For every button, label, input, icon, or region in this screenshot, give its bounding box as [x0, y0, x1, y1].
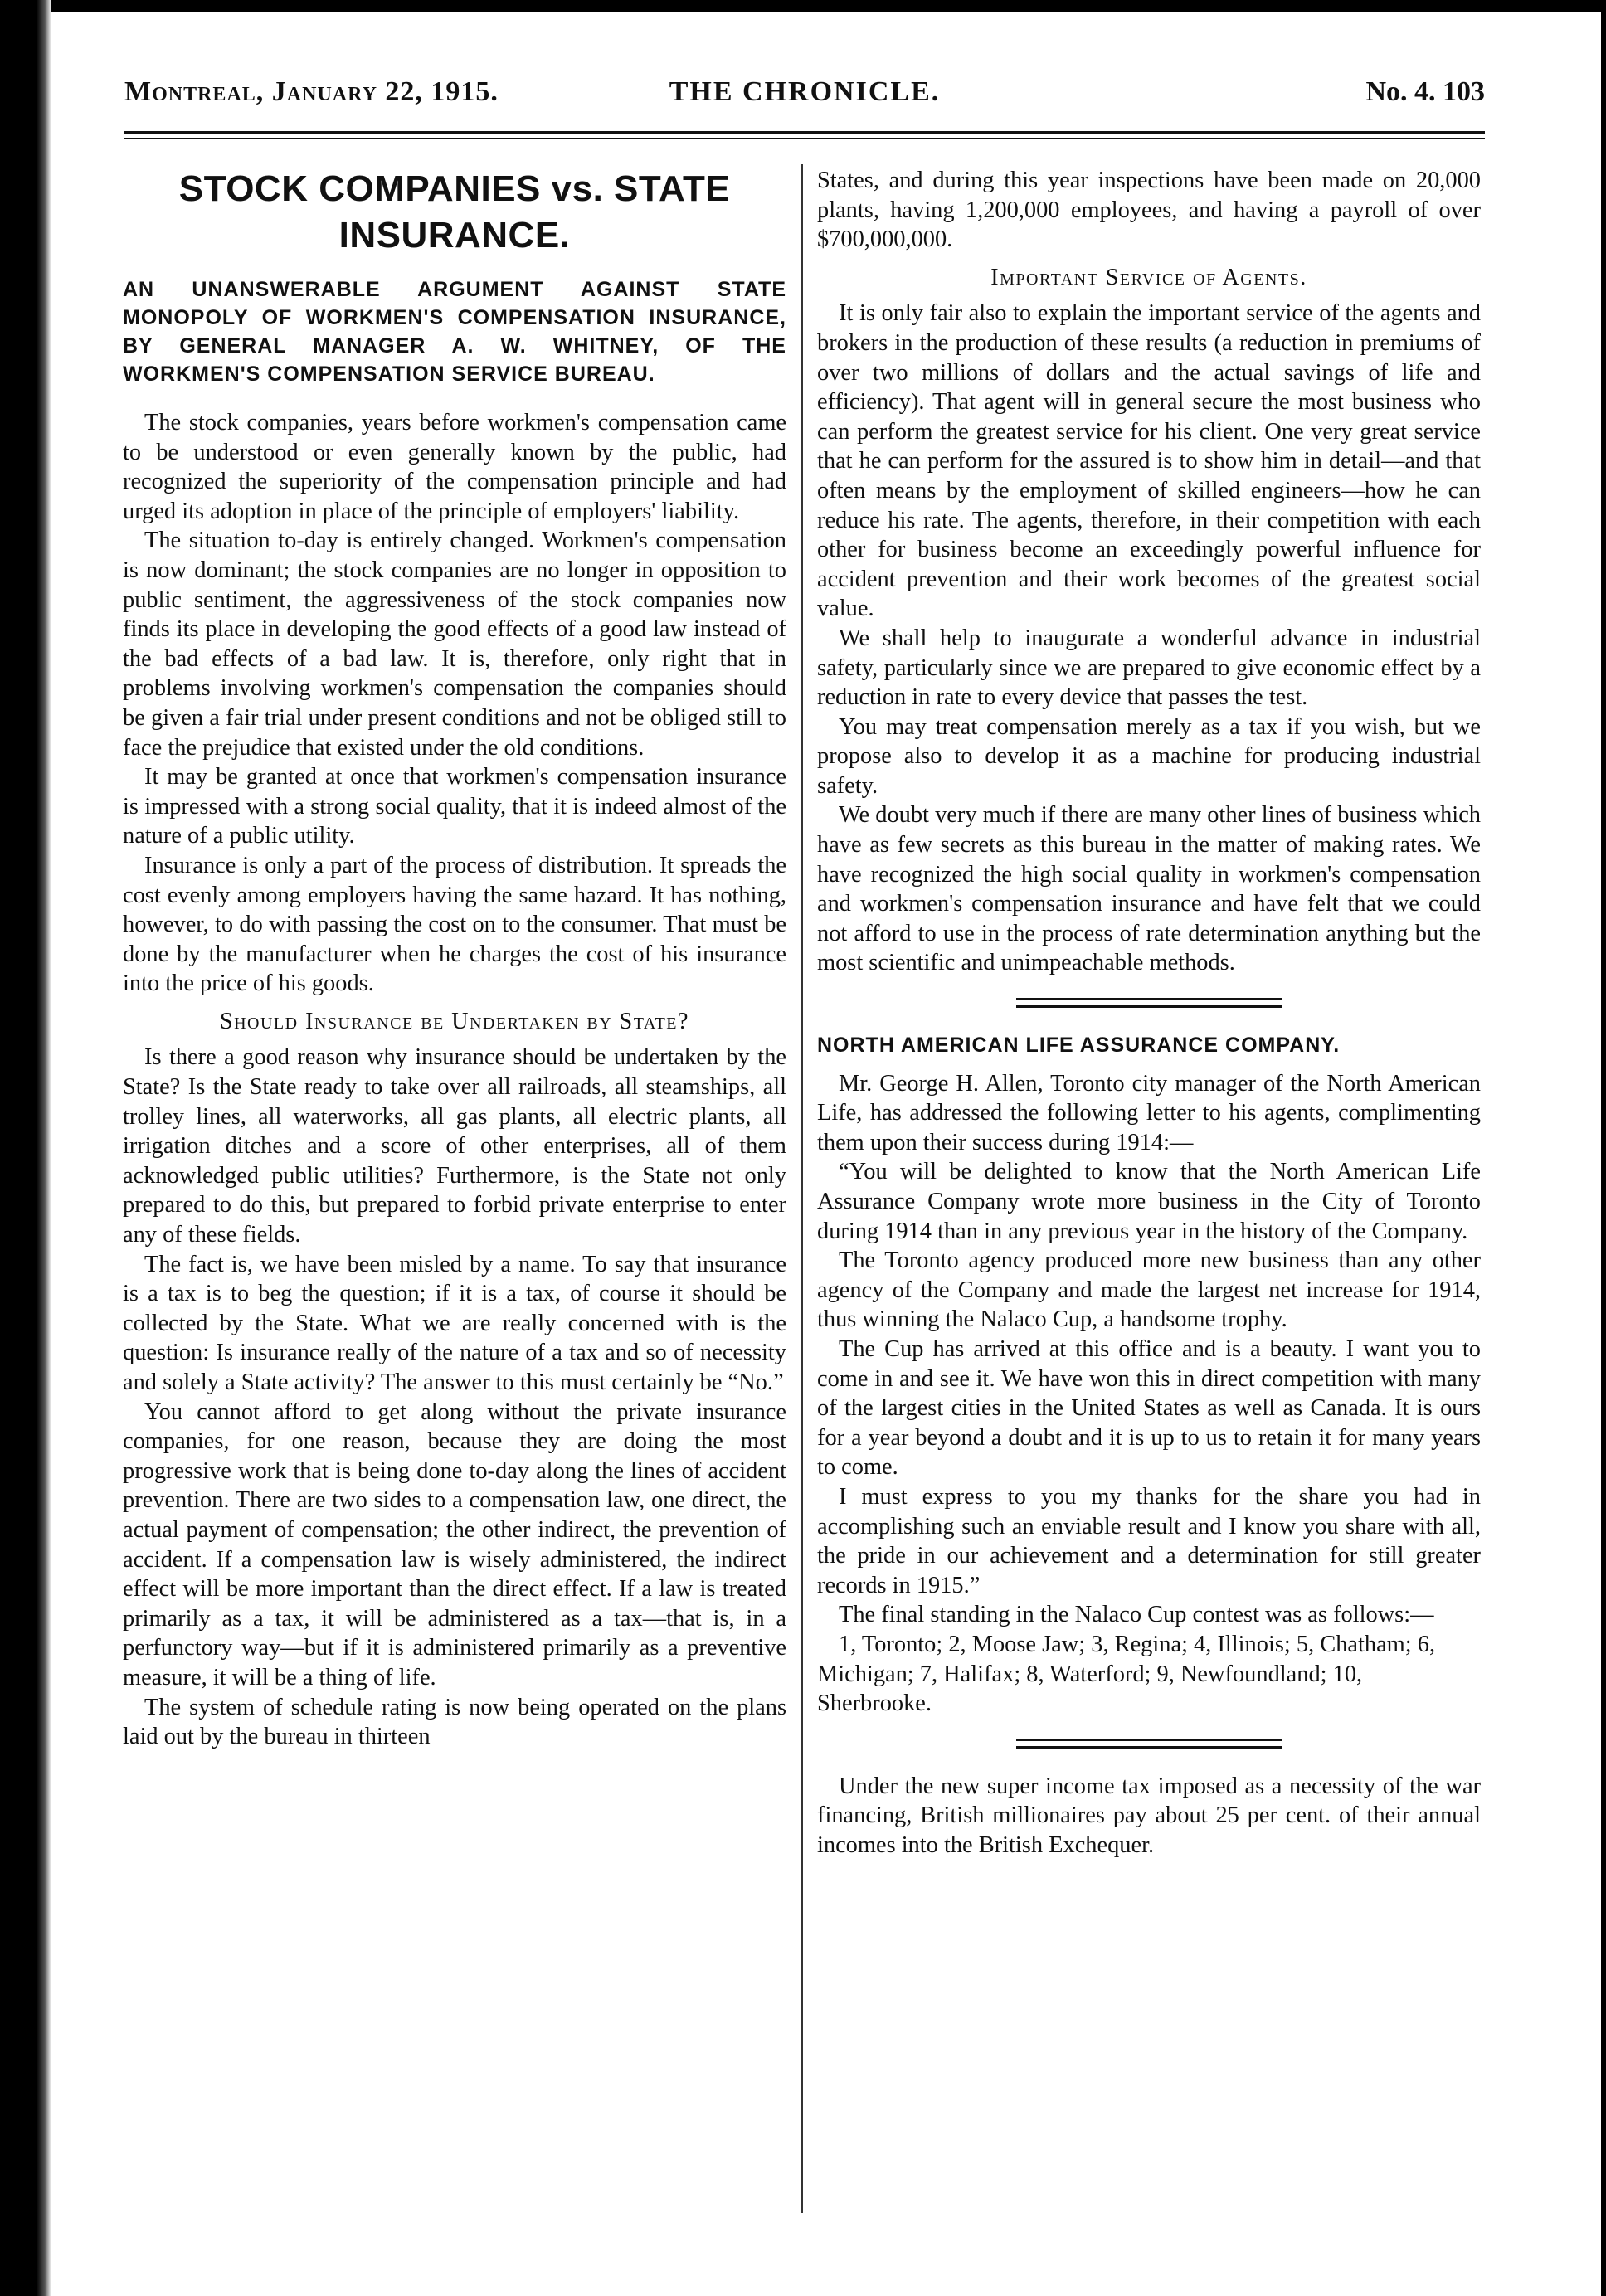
letter-paragraph: I must express to you my thanks for the share you had in accomplishing such an enviable result and I know you share with all, the pride in our achievement and a determination for still greater records in 1915.” [817, 1483, 1481, 1598]
issue-page-number: No. 4. 103 [1365, 76, 1485, 107]
section-divider [1016, 1739, 1282, 1749]
article-paragraph: Is there a good reason why insurance should be undertaken by the State? Is the State ready to take over all railroads, all steamships, all trolley lines, all waterworks, all gas plants, all electric plants, all irrigation ditches and a score of other enterprises, all of them acknowledged public utilities? Furthermore, is the State not only prepared to do this, but prepared to forbid private enterprise to enter any of these fields. [123, 1044, 786, 1248]
scan-right-edge [1601, 0, 1606, 2296]
scan-binding-shadow [0, 0, 51, 2296]
section-divider [1016, 998, 1282, 1008]
article-paragraph: The system of schedule rating is now being operated on the plans laid out by the bureau in thirteen [123, 1694, 786, 1750]
subheading-state: Should Insurance be Undertaken by State? [220, 1008, 689, 1034]
letter-paragraph: Mr. George H. Allen, Toronto city manager of the North American Life, has addressed the following letter to his agents, complimenting them upon their success during 1914:— [817, 1070, 1481, 1155]
cup-standings: 1, Toronto; 2, Moose Jaw; 3, Regina; 4, Illinois; 5, Chatham; 6, Michigan; 7, Halifax; 8, Waterford; 9, Newfoundland; 10, Sherbrooke. [817, 1631, 1436, 1717]
running-header [124, 76, 1485, 118]
left-column [123, 166, 786, 1752]
letter-paragraph: The Cup has arrived at this office and is a beauty. I want you to come in and see it. We have won this in direct competition with many of the largest cities in the United States as well as Canada. It is ours for a year beyond a doubt and it is up to us to retain it for many years to come. [817, 1335, 1481, 1481]
scan-top-edge [0, 0, 1606, 12]
article-paragraph: We doubt very much if there are many other lines of business which have as few secrets as this bureau in the matter of making rates. We have recognized the high social quality in workmen's compensation and workmen's compensation insurance and have felt that we could not afford to use in the process of rate determination anything but the most scientific and unimpeachable methods. [817, 802, 1481, 976]
article-paragraph: It is only fair also to explain the important service of the agents and brokers in the production of these results (a reduction in premiums of over two millions of dollars and the actual savings of life and efficiency). That agent will in general secure the most business who can perform the greatest service for his client. One very great service that he can perform for the assured is to show him in detail—and that often means by the employment of skilled engineers—how he can reduce his rate. The agents, therefore, in their competition with each other for business become an exceedingly powerful influence for accident prevention and their work becomes of the greatest social value. [817, 300, 1481, 622]
subheading-agents: Important Service of Agents. [990, 264, 1307, 290]
article-paragraph: The fact is, we have been misled by a name. To say that insurance is a tax is to beg the question; if it is a tax, of course it should be collected by the State. What we are really concerned with is the question: Is insurance really of the nature of a tax and so of necessity and solely a State activity? The answer to this must certainly be “No.” [123, 1251, 786, 1395]
letter-paragraph: “You will be delighted to know that the North American Life Assurance Company wrote more business in the City of Toronto during 1914 than in any previous year in the history of the Company. [817, 1159, 1481, 1244]
income-tax-note: Under the new super income tax imposed as a necessity of the war financing, British millionaires pay about 25 per cent. of their annual incomes into the British Exchequer. [817, 1773, 1481, 1858]
article-deck: AN UNANSWERABLE ARGUMENT AGAINST STATE MONOPOLY OF WORKMEN'S COMPENSATION INSURANCE, BY GENERAL MANAGER A. W. WHITNEY, OF THE WORKMEN'S COMPENSATION SERVICE BUREAU. [123, 278, 786, 386]
letter-paragraph: The final standing in the Nalaco Cup contest was as follows:— [839, 1602, 1434, 1628]
article-paragraph: It may be granted at once that workmen's compensation insurance is impressed with a strong social quality, that it is indeed almost of the nature of a public utility. [123, 764, 786, 849]
column-divider [801, 164, 803, 2213]
article-paragraph: Insurance is only a part of the process of distribution. It spreads the cost evenly among employers having the same hazard. It has nothing, however, to do with passing the cost on to the consumer. That must be done by the manufacturer when he charges the cost of his insurance into the price of his goods. [123, 852, 786, 997]
header-rule-top [124, 131, 1485, 134]
article-paragraph: We shall help to inaugurate a wonderful advance in industrial safety, particularly since we are prepared to give economic effect by a reduction in rate to every device that passes the test. [817, 625, 1481, 711]
article-paragraph: You may treat compensation merely as a tax if you wish, but we propose also to develop it as a machine for producing industrial safety. [817, 713, 1481, 799]
article-paragraph: The situation to-day is entirely changed. Workmen's compensation is now dominant; the stock companies are no longer in opposition to public sentiment, the aggressiveness of the stock companies now finds its place in developing the good effects of a good law instead of the bad effects of a bad law. It is, therefore, only right that in problems involving workmen's compensation the companies should be given a fair trial under present conditions and not be obliged still to face the prejudice that existed under the old conditions. [123, 528, 786, 761]
header-date: Montreal, January 22, 1915. [124, 76, 499, 107]
letter-paragraph: The Toronto agency produced more new business than any other agency of the Company and made the largest net increase for 1914, thus winning the Nalaco Cup, a handsome trophy. [817, 1248, 1481, 1333]
article-paragraph: The stock companies, years before workmen's compensation came to be understood or even generally known by the public, had recognized the superiority of the compensation principle and had urged its adoption in place of the principle of employers' liability. [123, 410, 786, 524]
article-title: STOCK COMPANIES vs. STATE INSURANCE. [178, 168, 731, 255]
article-paragraph: You cannot afford to get along without the private insurance companies, for one reason, because they are doing the most progressive work that is being done to-day along the lines of accident prevention. There are two sides to a compensation law, one direct, the actual payment of compensation; the other indirect, the prevention of accident. If a compensation law is wisely administered, the indirect effect will be more important than the direct effect. If a law is treated primarily as a tax, it will be administered as a tax—that is, in a perfunctory way—but if it is administered primarily as a preventive measure, it will be a thing of life. [123, 1399, 786, 1690]
publication-title: THE CHRONICLE. [669, 76, 941, 107]
article-continuation: States, and during this year inspections have been made on 20,000 plants, having 1,200,000 employees, and having a payroll of over $700,000,000. [817, 168, 1481, 253]
north-american-heading: NORTH AMERICAN LIFE ASSURANCE COMPANY. [817, 1034, 1341, 1058]
header-rule-bottom [124, 138, 1485, 139]
right-column [817, 166, 1481, 1860]
